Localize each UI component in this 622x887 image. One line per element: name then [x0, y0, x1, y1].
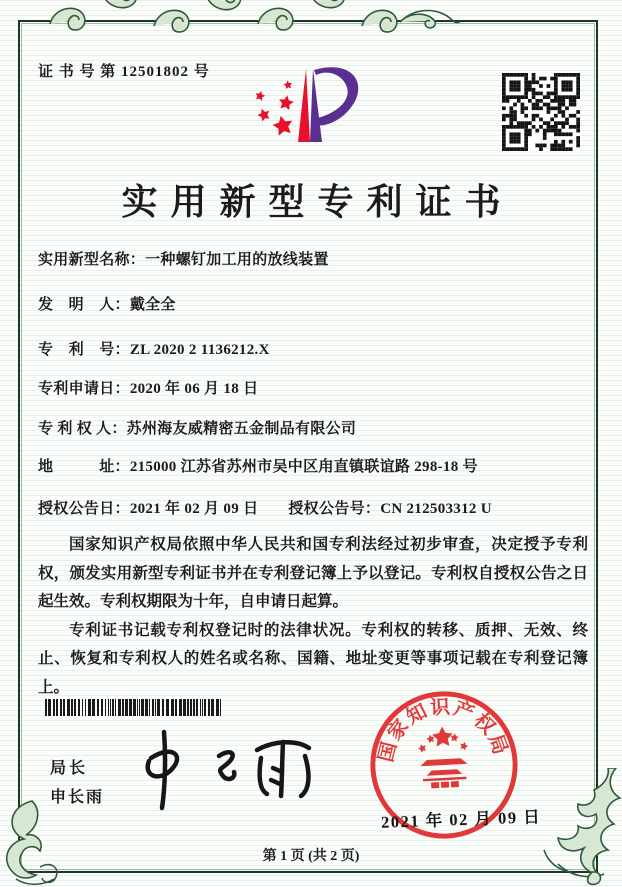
- field-label: 专利申请日：: [38, 381, 130, 397]
- field-value: 戴全全: [129, 297, 176, 313]
- field-row-utility-name: [38, 248, 329, 269]
- national-emblem-icon: [416, 725, 472, 789]
- grant-number-label: 授权公告号：: [288, 501, 381, 517]
- barcode: [45, 699, 227, 716]
- handwritten-signature-icon: [115, 728, 325, 813]
- field-value: 215000 江苏省苏州市吴中区甪直镇联谊路 298-18 号: [129, 459, 478, 475]
- field-row-inventor: [38, 293, 176, 314]
- field-value: 苏州海友威精密五金制品有限公司: [126, 421, 357, 437]
- page-number: 第 1 页 (共 2 页): [262, 849, 360, 864]
- field-row-patent-number: [38, 338, 270, 359]
- seal-date: 2021 年 02 月 09 日: [380, 807, 542, 832]
- grant-date-label: 授权公告日：: [38, 501, 130, 517]
- seal-org-text: 国家知识产权局: [375, 696, 512, 765]
- cnipa-logo-icon: [236, 58, 404, 166]
- field-row-filing-date: [38, 377, 258, 398]
- legal-paragraph-2: 专利证书记载专利权登记时的法律状况。专利权的转移、质押、无效、终止、恢复和专利权人的姓名或名称、国籍、地址变更等事项记载在专利登记簿上。: [38, 621, 588, 696]
- field-label: 地 址：: [38, 459, 130, 475]
- commissioner-name: 申长雨: [50, 789, 105, 806]
- legal-paragraph-1: 国家知识产权局依照中华人民共和国专利法经过初步审查，决定授予专利权，颁发实用新型专利证书并在专利登记簿上予以登记。专利权自授权公告之日起生效。专利权期限为十年，自申请日起算。: [38, 536, 588, 610]
- grant-date-value: 2021 年 02 月 09 日: [129, 501, 259, 517]
- legal-text: [38, 531, 588, 702]
- field-value: 2020 年 06 月 18 日: [129, 381, 259, 397]
- field-value: 一种螺钉加工用的放线装置: [145, 252, 329, 268]
- field-label: 专 利 号：: [38, 342, 130, 358]
- qr-code: [502, 73, 580, 151]
- field-label: 专 利 权 人：: [38, 421, 127, 437]
- field-label: 实用新型名称：: [38, 252, 146, 268]
- certificate-title: 实用新型专利证书: [121, 182, 514, 222]
- field-label: 发 明 人：: [38, 297, 130, 313]
- field-row-grant: [38, 497, 492, 518]
- field-row-patentee: [38, 417, 356, 438]
- field-value: ZL 2020 2 1136212.X: [129, 342, 270, 358]
- field-row-address: [38, 455, 478, 476]
- grant-number-value: CN 212503312 U: [380, 501, 492, 517]
- commissioner-title: 局长: [50, 760, 89, 777]
- certificate-number: 证 书 号 第 12501802 号: [38, 64, 210, 80]
